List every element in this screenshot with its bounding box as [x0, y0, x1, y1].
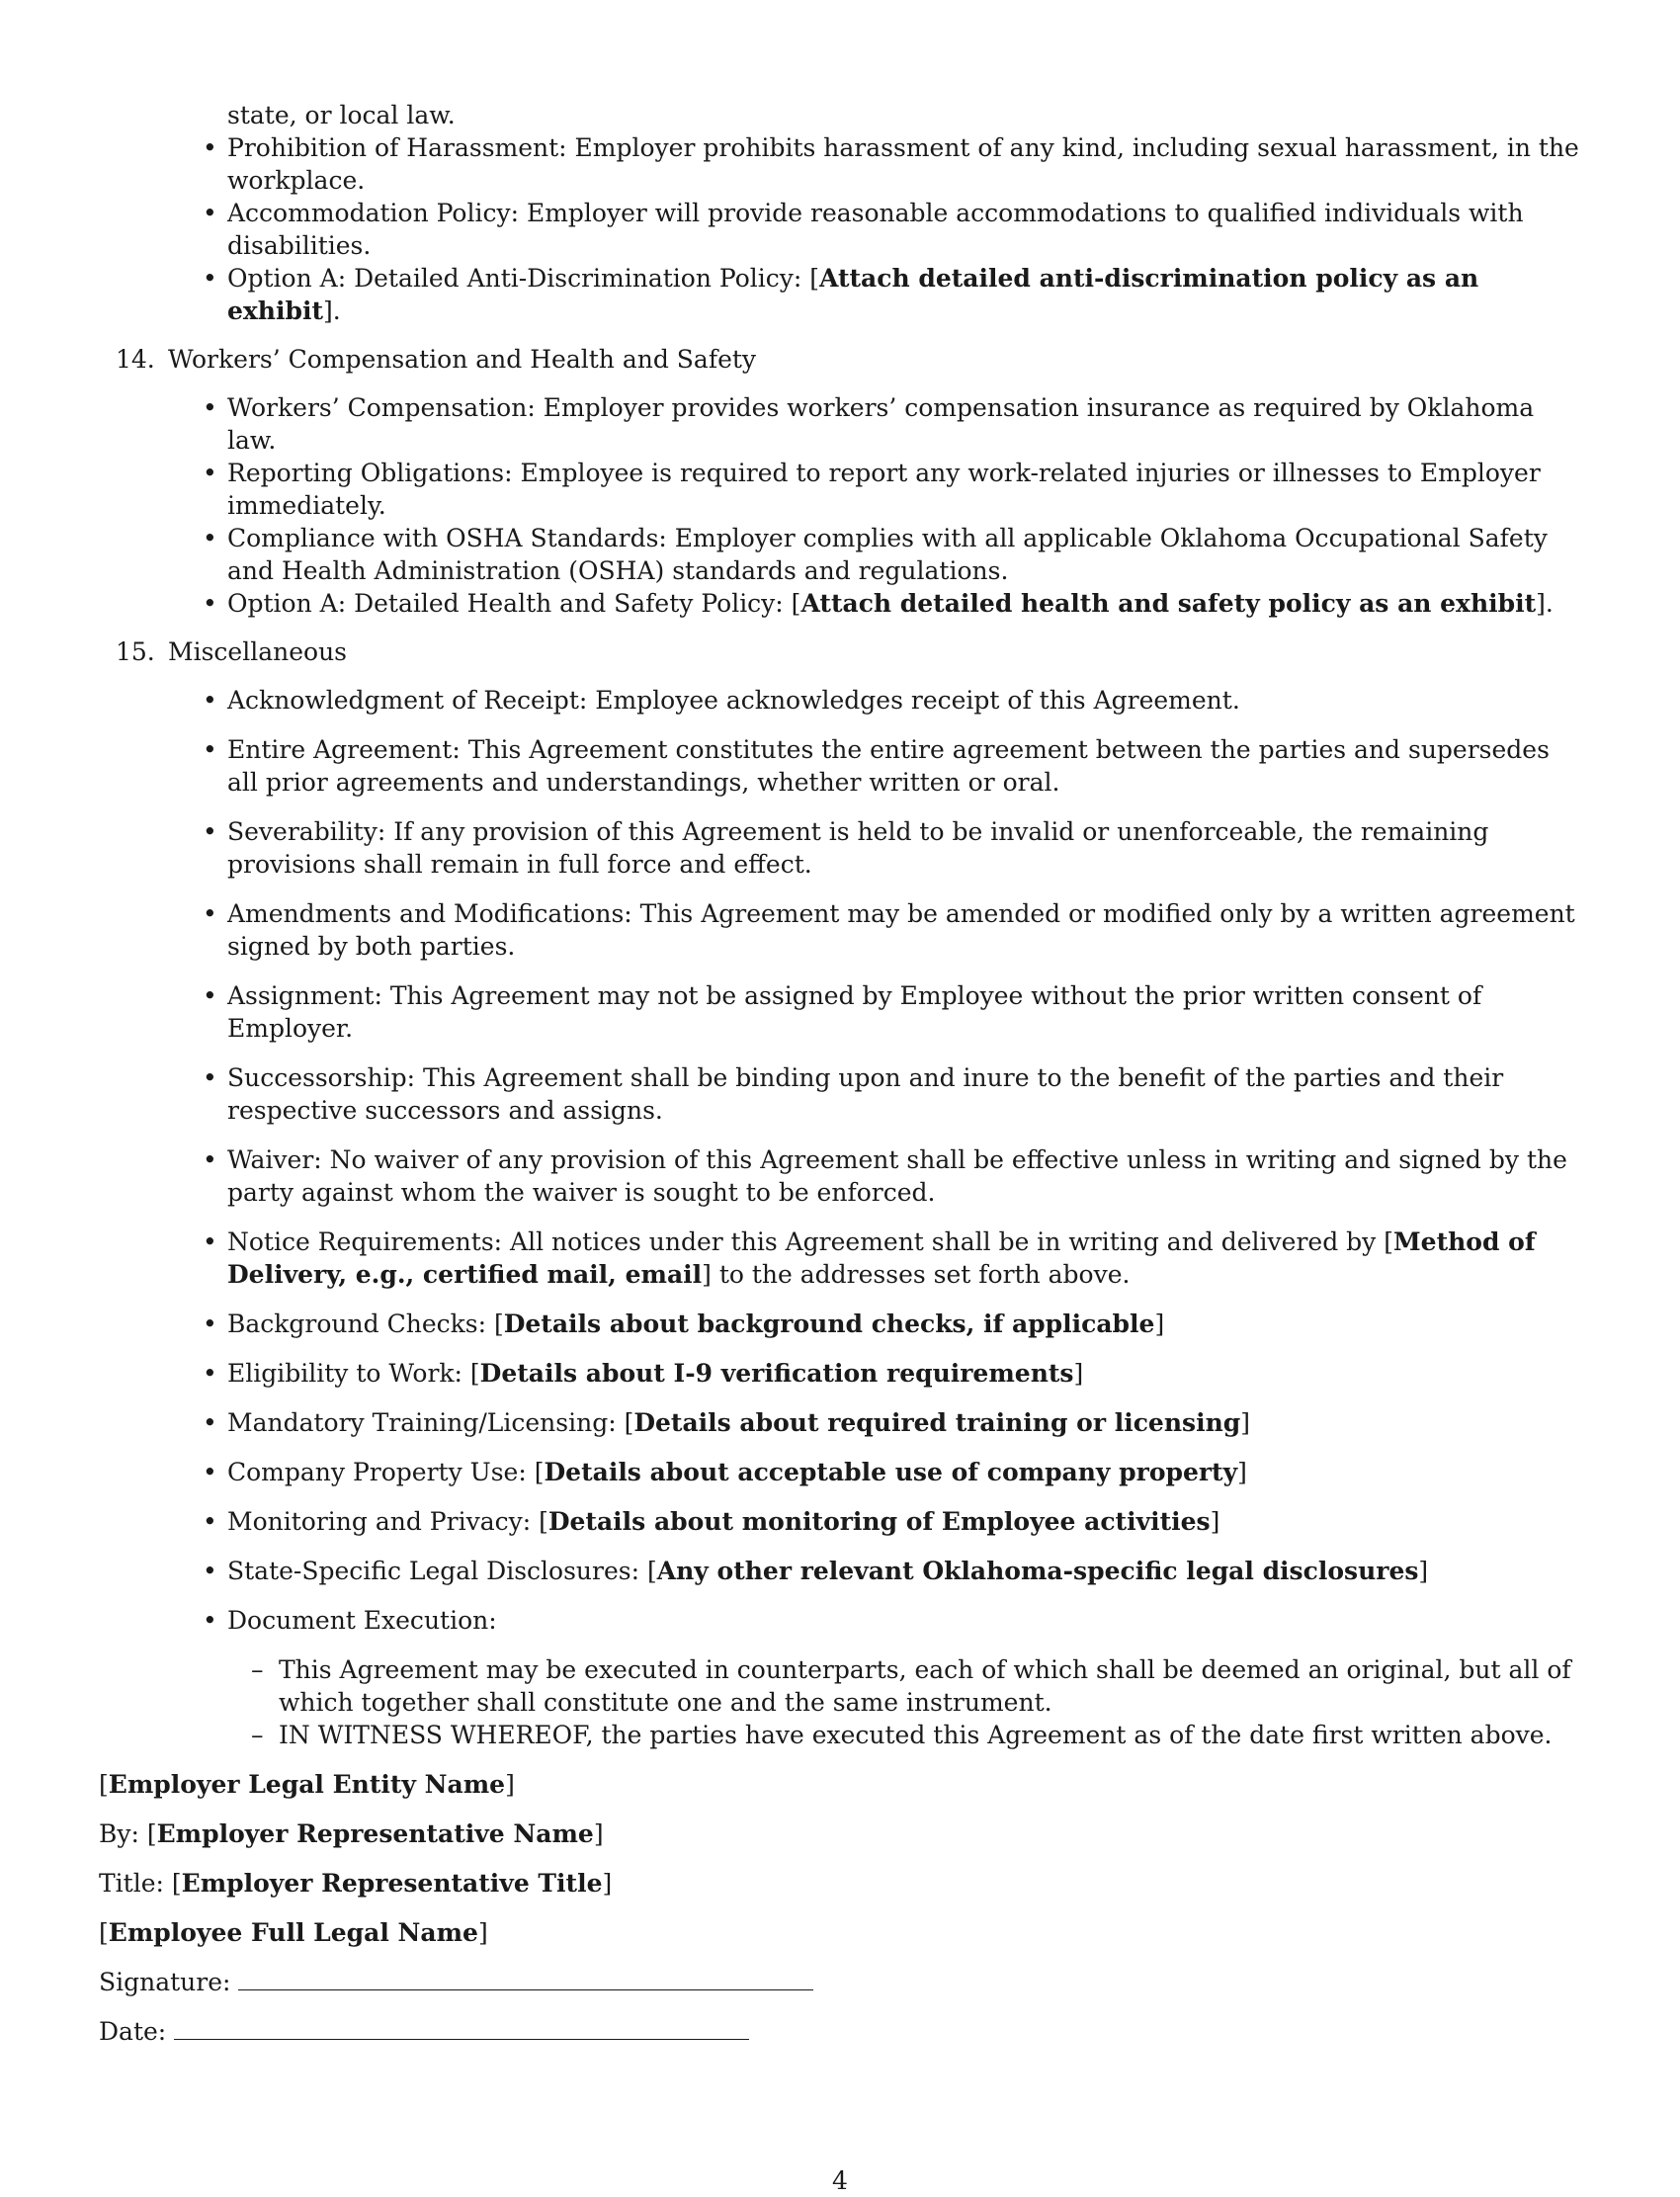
list-item: • Eligibility to Work: [Details about I-9 verification requirements] [99, 1357, 1581, 1390]
list-item: • Assignment: This Agreement may not be assigned by Employee without the prior written consent of Employer. [99, 979, 1581, 1045]
rep-title-placeholder: Employer Representative Title [181, 1869, 603, 1898]
list-item: • Company Property Use: [Details about acceptable use of company property] [99, 1456, 1581, 1488]
list-item: • Option A: Detailed Health and Safety Policy: [Attach detailed health and safety policy as an exhibit]. [99, 587, 1581, 620]
page-number: 4 [832, 2166, 848, 2195]
section-14-list [99, 391, 1581, 620]
title-line: Title: [Employer Representative Title] [99, 1869, 613, 1898]
continuation-text: state, or local law. [227, 101, 456, 129]
list-item: • Waiver: No waiver of any provision of this Agreement shall be effective unless in writing and signed by the party against whom the waiver is sought to be enforced. [99, 1143, 1581, 1209]
date-line: Date: [99, 2015, 1581, 2048]
sub-list-item: – This Agreement may be executed in counterparts, each of which shall be deemed an original, but all of which together shall constitute one and the same instrument. [227, 1653, 1581, 1719]
employee-name-line: [Employee Full Legal Name] [99, 1918, 488, 1947]
list-item: • Acknowledgment of Receipt: Employee acknowledges receipt of this Agreement. [99, 684, 1581, 717]
by-line: By: [Employer Representative Name] [99, 1819, 604, 1848]
placeholder-field: Details about background checks, if applicable [503, 1310, 1155, 1338]
list-item: • Option A: Detailed Anti-Discrimination Policy: [Attach detailed anti-discrimination policy as an exhibit]. [99, 262, 1581, 327]
placeholder-field: Attach detailed health and safety policy as an exhibit [800, 589, 1537, 618]
list-item: • Entire Agreement: This Agreement constitutes the entire agreement between the parties and supersedes all prior agreements and understandings, whether written or oral. [99, 733, 1581, 799]
section-15-list [99, 684, 1581, 1751]
placeholder-field: Attach detailed anti-discrimination policy as an exhibit [227, 264, 1479, 325]
placeholder-field: Any other relevant Oklahoma-specific legal disclosures [656, 1557, 1419, 1585]
employee-name-placeholder: Employee Full Legal Name [108, 1918, 478, 1947]
list-item: • Successorship: This Agreement shall be binding upon and inure to the benefit of the parties and their respective successors and assigns. [99, 1061, 1581, 1127]
signature-line: Signature: [99, 1966, 1581, 1998]
placeholder-field: Details about I-9 verification requirements [479, 1359, 1074, 1388]
section-13-list [99, 131, 1581, 327]
section-15-heading [99, 635, 1581, 668]
list-item: • Notice Requirements: All notices under this Agreement shall be in writing and delivered by [Method of Delivery, e.g., certified mail, email] to the addresses set forth above. [99, 1225, 1581, 1291]
placeholder-field: Method of Delivery, e.g., certified mail, email [227, 1227, 1536, 1289]
date-blank[interactable] [174, 2017, 749, 2040]
list-item: • Compliance with OSHA Standards: Employer complies with all applicable Oklahoma Occupational Safety and Health Administration (OSHA) standards and regulations. [99, 522, 1581, 587]
sub-list-item: – IN WITNESS WHEREOF, the parties have executed this Agreement as of the date first written above. [227, 1719, 1581, 1751]
signature-blank[interactable] [238, 1968, 813, 1990]
section-title: Miscellaneous [168, 637, 347, 666]
list-item-document-execution: • Document Execution: – This Agreement may be executed in counterparts, each of which shall be deemed an original, but all of which together shall constitute one and the same instrument. – IN WITNESS WHEREOF, the parties have executed this Agreement as of the date first written above. [99, 1604, 1581, 1751]
execution-sublist [227, 1653, 1581, 1751]
section-14-heading [99, 343, 1581, 376]
section-title: Workers’ Compensation and Health and Safety [168, 345, 757, 374]
employer-entity-placeholder: Employer Legal Entity Name [108, 1770, 506, 1799]
list-item: • State-Specific Legal Disclosures: [Any other relevant Oklahoma-specific legal disclosures] [99, 1555, 1581, 1587]
rep-name-placeholder: Employer Representative Name [156, 1819, 594, 1848]
list-item: • Workers’ Compensation: Employer provides workers’ compensation insurance as required by Oklahoma law. [99, 391, 1581, 457]
list-item: • Monitoring and Privacy: [Details about monitoring of Employee activities] [99, 1505, 1581, 1538]
list-item: • Background Checks: [Details about background checks, if applicable] [99, 1308, 1581, 1340]
list-item: • Reporting Obligations: Employee is required to report any work-related injuries or illnesses to Employer immediately. [99, 457, 1581, 522]
section-number: 14. [116, 345, 155, 374]
list-item: • Amendments and Modifications: This Agreement may be amended or modified only by a written agreement signed by both parties. [99, 897, 1581, 963]
placeholder-field: Details about required training or licensing [633, 1408, 1241, 1437]
placeholder-field: Details about monitoring of Employee activities [547, 1507, 1211, 1536]
list-item: • Accommodation Policy: Employer will provide reasonable accommodations to qualified individuals with disabilities. [99, 197, 1581, 262]
employer-entity-line: [Employer Legal Entity Name] [99, 1770, 515, 1799]
placeholder-field: Details about acceptable use of company property [544, 1458, 1238, 1486]
list-item: • Prohibition of Harassment: Employer prohibits harassment of any kind, including sexual harassment, in the workplace. [99, 131, 1581, 197]
page-content [99, 99, 1581, 2048]
list-item: • Severability: If any provision of this Agreement is held to be invalid or unenforceable, the remaining provisions shall remain in full force and effect. [99, 815, 1581, 881]
section-number: 15. [116, 637, 155, 666]
list-item: • Mandatory Training/Licensing: [Details about required training or licensing] [99, 1406, 1581, 1439]
